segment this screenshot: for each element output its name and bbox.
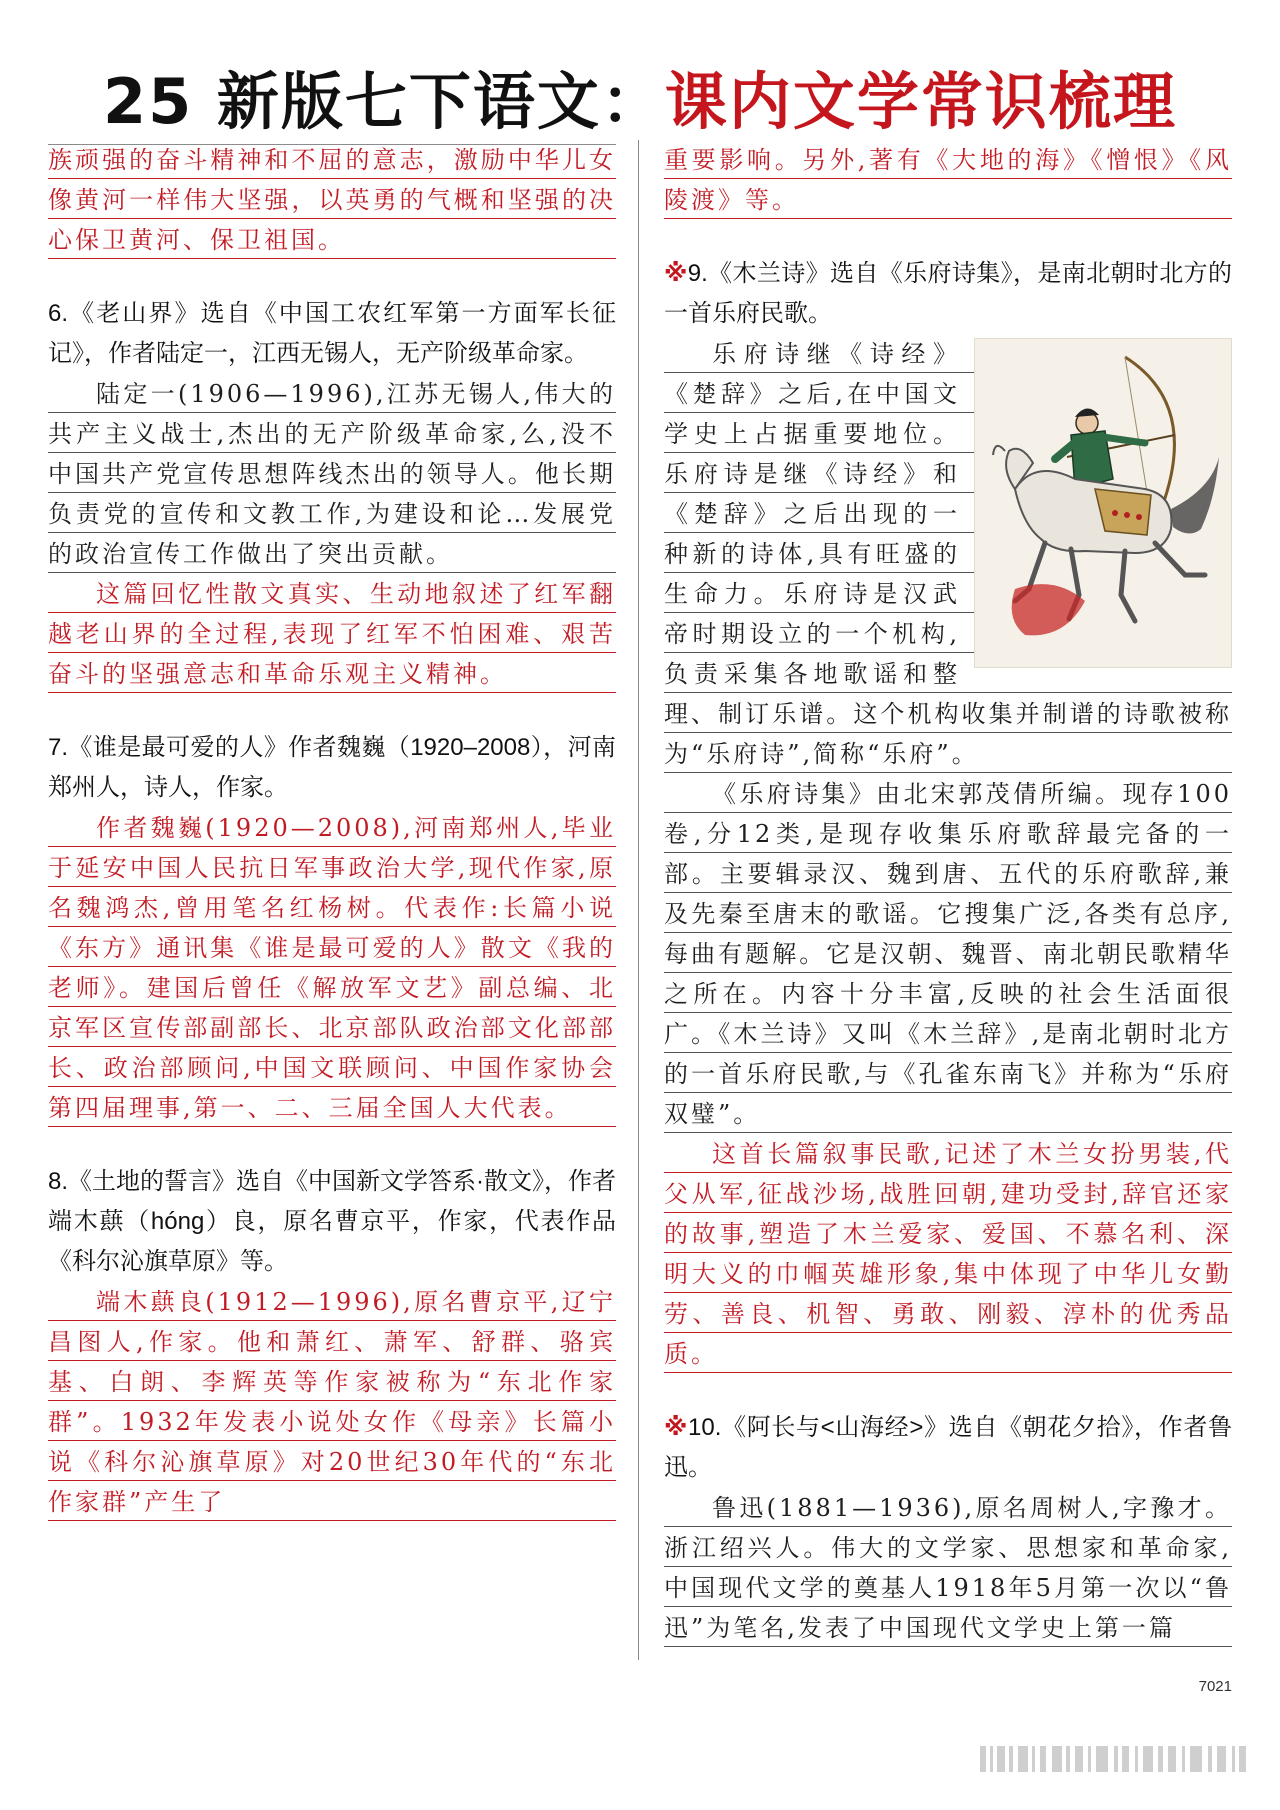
important-mark-icon: ※ [664, 260, 688, 287]
right-column [664, 140, 1232, 1660]
left-column [48, 140, 616, 1660]
section-10-heading-text: 10.《阿长与<山海经>》选自《朝花夕拾》，作者鲁迅。 [664, 1414, 1232, 1481]
page-title [0, 52, 1280, 141]
intro-note-right: 重要影响。另外,著有《大地的海》《憎恨》《风陵渡》等。 [664, 140, 1232, 220]
section-9-heading-text: 9.《木兰诗》选自《乐府诗集》，是南北朝时北方的一首乐府民歌。 [664, 260, 1232, 327]
page-number: 7021 [1198, 1678, 1232, 1695]
section-10-heading [664, 1408, 1232, 1488]
section-8-heading: 8.《土地的誓言》选自《中国新文学答系·散文》，作者端木蕻（hóng）良，原名曹京平，作家，代表作品《科尔沁旗草原》等。 [48, 1168, 616, 1275]
section-9-heading [664, 254, 1232, 334]
section-8-note-red: 端木蕻良(1912—1996),原名曹京平,辽宁昌图人,作家。他和萧红、萧军、舒群、骆宾基、白朗、李辉英等作家被称为“东北作家群”。1932年发表小说处女作《母亲》长篇小说《科尔沁旗草原》对20世纪30年代的“东北作家群”产生了 [48, 1282, 616, 1522]
title-black-part: 25 新版七下语文： [103, 65, 665, 138]
section-10-note-black: 鲁迅(1881—1936),原名周树人,字豫才。浙江绍兴人。伟大的文学家、思想家和革命家,中国现代文学的奠基人1918年5月第一次以“鲁迅”为笔名,发表了中国现代文学史上第一篇 [664, 1488, 1232, 1648]
title-red-part: 课内文学常识梳理 [664, 65, 1177, 138]
section-6-note-red: 这篇回忆性散文真实、生动地叙述了红军翻越老山界的全过程,表现了红军不怕困难、艰苦奋斗的坚强意志和革命乐观主义精神。 [48, 574, 616, 694]
section-9-note-black-2: 《乐府诗集》由北宋郭茂倩所编。现存100卷,分12类,是现存收集乐府歌辞最完备的一部。主要辑录汉、魏到唐、五代的乐府歌辞,兼及先秦至唐末的歌谣。它搜集广泛,各类有总序,每曲有题解。它是汉朝、魏晋、南北朝民歌精华之所在。内容十分丰富,反映的社会生活面很广。《木兰诗》又叫《木兰辞》,是南北朝时北方的一首乐府民歌,与《孔雀东南飞》并称为“乐府双璧”。 [664, 774, 1232, 1134]
section-6-heading: 6.《老山界》选自《中国工农红军第一方面军长征记》，作者陆定一，江西无锡人，无产阶级革命家。 [48, 300, 616, 367]
section-9-note-black-1: 乐府诗继《诗经》《楚辞》之后,在中国文学史上占据重要地位。乐府诗是继《诗经》和《楚辞》之后出现的一种新的诗体,具有旺盛的生命力。乐府诗是汉武帝时期设立的一个机构,负责采集各地歌谣和整理、制订乐谱。这个机构收集并制谱的诗歌被称为“乐府诗”,简称“乐府”。 [664, 334, 1232, 774]
intro-note-left: 族顽强的奋斗精神和不屈的意志，激励中华儿女像黄河一样伟大坚强，以英勇的气概和坚强的决心保卫黄河、保卫祖国。 [48, 140, 616, 260]
important-mark-icon: ※ [664, 1414, 688, 1441]
mulan-note-block [664, 334, 1232, 774]
barcode-watermark-icon [980, 1744, 1246, 1774]
section-9-note-red: 这首长篇叙事民歌,记述了木兰女扮男装,代父从军,征战沙场,战胜回朝,建功受封,辞官还家的故事,塑造了木兰爱家、爱国、不慕名利、深明大义的巾帼英雄形象,集中体现了中华儿女勤劳、善良、机智、勇敢、刚毅、淳朴的优秀品质。 [664, 1134, 1232, 1374]
section-6-note-black: 陆定一(1906—1996),江苏无锡人,伟大的共产主义战士,杰出的无产阶级革命家,么,没不中国共产党宣传思想阵线杰出的领导人。他长期负责党的宣传和文教工作,为建设和论…发展党的政治宣传工作做出了突出贡献。 [48, 374, 616, 574]
column-divider [638, 140, 639, 1660]
section-7-note-red: 作者魏巍(1920—2008),河南郑州人,毕业于延安中国人民抗日军事政治大学,现代作家,原名魏鸿杰,曾用笔名红杨树。代表作:长篇小说《东方》通讯集《谁是最可爱的人》散文《我的老师》。建国后曾任《解放军文艺》副总编、北京军区宣传部副部长、北京部队政治部文化部部长、政治部顾问,中国文联顾问、中国作家协会第四届理事,第一、二、三届全国人大代表。 [48, 808, 616, 1128]
section-7-heading: 7.《谁是最可爱的人》作者魏巍（1920–2008），河南郑州人，诗人，作家。 [48, 734, 616, 801]
mulan-archer-painting-icon [974, 338, 1232, 668]
